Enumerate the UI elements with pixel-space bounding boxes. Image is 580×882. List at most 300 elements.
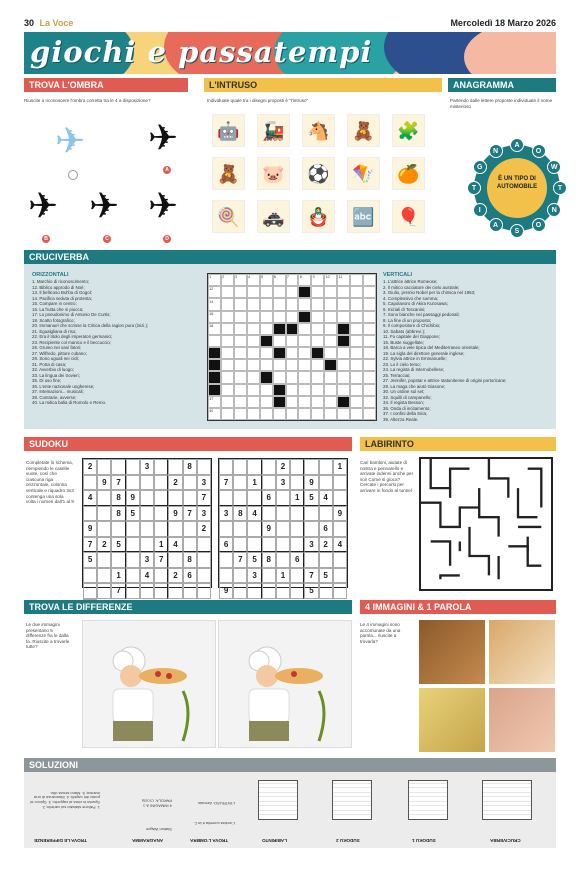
crossword-cell[interactable] [260,298,273,310]
sudoku-cell[interactable]: 1 [247,475,261,491]
sudoku-cell[interactable] [83,583,97,599]
sudoku-cell[interactable]: 9 [219,583,233,599]
crossword-cell[interactable] [311,359,324,371]
sudoku-cell[interactable]: 7 [111,475,125,491]
crossword-cell[interactable] [221,298,234,310]
sudoku-cell[interactable]: 9 [97,475,111,491]
intruso-cell-icon[interactable]: 🚂 [257,114,290,147]
crossword-cell[interactable] [350,323,363,335]
crossword-cell[interactable] [350,298,363,310]
sudoku-cell[interactable] [168,552,182,568]
intruso-cell-icon[interactable]: ⚽ [302,157,335,190]
crossword-cell[interactable]: 9 [311,274,324,286]
crossword-cell[interactable] [273,335,286,347]
crossword-cell[interactable]: 11 [337,274,350,286]
crossword-cell[interactable] [311,286,324,298]
crossword-cell[interactable] [208,347,221,359]
sudoku-cell[interactable] [276,521,290,537]
sudoku-cell[interactable] [290,583,304,599]
sudoku-cell[interactable]: 4 [168,537,182,553]
sudoku-cell[interactable] [183,537,197,553]
crossword-cell[interactable]: 6 [273,274,286,286]
crossword-grid[interactable] [207,273,377,421]
photo-skin[interactable] [489,688,555,752]
sudoku-cell[interactable] [83,506,97,522]
crossword-cell[interactable] [311,371,324,383]
crossword-cell[interactable] [363,274,376,286]
crossword-cell[interactable] [363,286,376,298]
crossword-cell[interactable] [286,335,299,347]
crossword-cell[interactable] [234,347,247,359]
crossword-cell[interactable] [311,384,324,396]
sudoku-cell[interactable]: 7 [111,583,125,599]
crossword-cell[interactable] [350,371,363,383]
crossword-cell[interactable] [208,384,221,396]
photo-cheese[interactable] [419,688,485,752]
crossword-cell[interactable] [221,311,234,323]
crossword-cell[interactable] [260,347,273,359]
crossword-cell[interactable] [247,298,260,310]
sudoku-cell[interactable] [183,521,197,537]
crossword-cell[interactable] [247,384,260,396]
crossword-cell[interactable]: 37 [208,396,221,408]
sudoku-cell[interactable] [154,506,168,522]
crossword-cell[interactable] [298,335,311,347]
crossword-cell[interactable] [337,311,350,323]
sudoku-cell[interactable] [126,459,140,475]
crossword-cell[interactable] [311,335,324,347]
chef-image-left[interactable] [82,620,216,748]
sudoku-cell[interactable] [333,583,347,599]
crossword-cell[interactable] [337,384,350,396]
crossword-cell[interactable] [221,347,234,359]
sudoku-cell[interactable] [262,583,276,599]
sudoku-cell[interactable] [154,568,168,584]
intruso-cell-icon[interactable]: 🧸 [347,114,380,147]
sudoku-cell[interactable] [197,459,211,475]
sudoku-cell[interactable] [290,568,304,584]
intruso-cell-icon[interactable]: 🍭 [212,200,245,233]
crossword-cell[interactable] [260,311,273,323]
crossword-cell[interactable] [247,359,260,371]
sudoku-cell[interactable] [319,475,333,491]
sudoku-cell[interactable] [233,475,247,491]
sudoku-cell[interactable] [219,552,233,568]
sudoku-cell[interactable] [97,568,111,584]
sudoku-cell[interactable]: 2 [168,475,182,491]
crossword-cell[interactable] [324,396,337,408]
crossword-cell[interactable] [234,359,247,371]
crossword-cell[interactable] [298,396,311,408]
crossword-cell[interactable] [260,408,273,420]
crossword-cell[interactable] [350,274,363,286]
sudoku-cell[interactable] [219,490,233,506]
sudoku-cell[interactable] [290,475,304,491]
crossword-cell[interactable] [234,298,247,310]
sudoku-cell[interactable]: 5 [304,583,318,599]
intruso-cell-icon[interactable]: 🍊 [392,157,425,190]
crossword-cell[interactable] [324,323,337,335]
sudoku-cell[interactable]: 5 [111,537,125,553]
crossword-cell[interactable] [363,408,376,420]
crossword-cell[interactable] [350,384,363,396]
sudoku-cell[interactable] [97,459,111,475]
crossword-cell[interactable] [337,371,350,383]
crossword-cell[interactable] [324,384,337,396]
crossword-cell[interactable] [234,384,247,396]
sudoku-cell[interactable] [154,475,168,491]
crossword-cell[interactable]: 5 [260,274,273,286]
sudoku-cell[interactable] [183,475,197,491]
crossword-cell[interactable] [311,298,324,310]
sudoku-cell[interactable] [140,537,154,553]
crossword-cell[interactable] [298,286,311,298]
sudoku-cell[interactable]: 8 [262,552,276,568]
sudoku-cell[interactable]: 3 [219,506,233,522]
crossword-cell[interactable] [311,347,324,359]
sudoku-cell[interactable]: 3 [140,552,154,568]
crossword-cell[interactable] [363,359,376,371]
crossword-cell[interactable] [324,347,337,359]
sudoku-cell[interactable]: 1 [290,490,304,506]
crossword-cell[interactable] [247,347,260,359]
crossword-cell[interactable] [324,298,337,310]
sudoku-cell[interactable]: 8 [111,506,125,522]
sudoku-cell[interactable] [233,537,247,553]
sudoku-cell[interactable] [304,521,318,537]
sudoku-cell[interactable] [126,552,140,568]
sudoku-cell[interactable] [126,537,140,553]
sudoku-cell[interactable] [97,552,111,568]
sudoku-cell[interactable] [168,521,182,537]
sudoku-cell[interactable]: 2 [276,459,290,475]
sudoku-cell[interactable]: 9 [126,490,140,506]
crossword-cell[interactable] [273,396,286,408]
sudoku-cell[interactable] [319,506,333,522]
crossword-cell[interactable] [298,311,311,323]
crossword-cell[interactable]: 2 [221,274,234,286]
sudoku-cell[interactable] [319,583,333,599]
sudoku-cell[interactable] [154,459,168,475]
crossword-cell[interactable] [350,359,363,371]
crossword-cell[interactable] [260,286,273,298]
crossword-cell[interactable] [324,408,337,420]
sudoku-cell[interactable]: 7 [154,552,168,568]
sudoku-cell[interactable] [290,506,304,522]
intruso-cell-icon[interactable]: 🪁 [347,157,380,190]
sudoku-cell[interactable] [197,552,211,568]
intruso-cell-icon[interactable]: 🚓 [257,200,290,233]
crossword-cell[interactable] [337,323,350,335]
crossword-cell[interactable] [221,371,234,383]
sudoku-cell[interactable] [304,459,318,475]
sudoku-grid-2[interactable] [218,458,348,595]
sudoku-cell[interactable]: 7 [183,506,197,522]
sudoku-cell[interactable]: 2 [197,521,211,537]
sudoku-cell[interactable]: 9 [333,506,347,522]
sudoku-cell[interactable]: 6 [219,537,233,553]
crossword-cell[interactable] [260,323,273,335]
crossword-cell[interactable] [363,371,376,383]
crossword-cell[interactable] [298,298,311,310]
sudoku-cell[interactable] [197,537,211,553]
crossword-cell[interactable] [286,298,299,310]
sudoku-cell[interactable] [262,459,276,475]
crossword-cell[interactable] [324,359,337,371]
crossword-cell[interactable]: 18 [208,323,221,335]
intruso-cell-icon[interactable]: 🪆 [302,200,335,233]
sudoku-cell[interactable]: 3 [304,537,318,553]
crossword-cell[interactable] [337,347,350,359]
crossword-cell[interactable] [286,359,299,371]
chef-image-right[interactable] [218,620,352,748]
intruso-cell-icon[interactable]: 🎈 [392,200,425,233]
sudoku-cell[interactable]: 5 [304,490,318,506]
sudoku-cell[interactable] [83,568,97,584]
sudoku-cell[interactable]: 2 [168,568,182,584]
crossword-cell[interactable] [298,384,311,396]
sudoku-cell[interactable] [140,475,154,491]
intruso-cell-icon[interactable]: 🐷 [257,157,290,190]
sudoku-cell[interactable]: 5 [126,506,140,522]
crossword-cell[interactable] [337,396,350,408]
sudoku-cell[interactable] [140,506,154,522]
crossword-cell[interactable] [324,311,337,323]
sudoku-cell[interactable] [183,583,197,599]
crossword-cell[interactable] [260,335,273,347]
sudoku-cell[interactable]: 5 [319,568,333,584]
crossword-cell[interactable] [208,371,221,383]
maze-puzzle[interactable] [419,457,553,591]
sudoku-cell[interactable] [247,459,261,475]
sudoku-cell[interactable] [333,568,347,584]
crossword-cell[interactable] [298,408,311,420]
crossword-cell[interactable] [273,384,286,396]
crossword-cell[interactable]: 10 [324,274,337,286]
crossword-cell[interactable] [363,311,376,323]
crossword-cell[interactable] [273,298,286,310]
crossword-cell[interactable] [234,396,247,408]
sudoku-cell[interactable]: 6 [183,568,197,584]
sudoku-cell[interactable]: 9 [83,521,97,537]
sudoku-cell[interactable] [140,490,154,506]
sudoku-cell[interactable] [154,490,168,506]
sudoku-cell[interactable] [333,552,347,568]
crossword-cell[interactable] [363,384,376,396]
sudoku-cell[interactable] [111,521,125,537]
crossword-cell[interactable] [311,408,324,420]
crossword-cell[interactable] [286,396,299,408]
sudoku-cell[interactable]: 9 [262,521,276,537]
sudoku-cell[interactable]: 7 [219,475,233,491]
crossword-cell[interactable] [273,323,286,335]
sudoku-cell[interactable] [333,490,347,506]
sudoku-cell[interactable]: 3 [276,475,290,491]
crossword-cell[interactable] [286,286,299,298]
sudoku-cell[interactable] [247,537,261,553]
sudoku-cell[interactable]: 8 [233,506,247,522]
crossword-cell[interactable]: 4 [247,274,260,286]
crossword-cell[interactable]: 16 [208,311,221,323]
sudoku-cell[interactable] [290,537,304,553]
crossword-cell[interactable] [298,347,311,359]
intruso-cell-icon[interactable]: 🧩 [392,114,425,147]
crossword-cell[interactable] [221,359,234,371]
sudoku-cell[interactable] [168,490,182,506]
sudoku-cell[interactable]: 6 [262,490,276,506]
sudoku-cell[interactable]: 1 [333,459,347,475]
sudoku-cell[interactable]: 8 [183,459,197,475]
crossword-cell[interactable] [286,384,299,396]
crossword-cell[interactable] [247,396,260,408]
crossword-cell[interactable] [221,384,234,396]
crossword-cell[interactable] [260,396,273,408]
crossword-cell[interactable] [337,408,350,420]
sudoku-cell[interactable]: 4 [319,490,333,506]
crossword-cell[interactable] [337,335,350,347]
sudoku-cell[interactable] [111,459,125,475]
crossword-cell[interactable] [208,335,221,347]
sudoku-cell[interactable] [97,583,111,599]
crossword-cell[interactable] [286,323,299,335]
crossword-cell[interactable] [350,311,363,323]
sudoku-cell[interactable] [233,521,247,537]
intruso-cell-icon[interactable]: 🤖 [212,114,245,147]
crossword-cell[interactable]: 7 [286,274,299,286]
sudoku-cell[interactable] [304,506,318,522]
crossword-cell[interactable] [311,396,324,408]
crossword-cell[interactable] [260,359,273,371]
sudoku-cell[interactable] [126,583,140,599]
sudoku-cell[interactable] [219,459,233,475]
crossword-cell[interactable] [298,323,311,335]
intruso-cell-icon[interactable]: 🧸 [212,157,245,190]
sudoku-cell[interactable] [262,568,276,584]
crossword-cell[interactable] [221,323,234,335]
sudoku-cell[interactable]: 1 [154,537,168,553]
crossword-cell[interactable] [234,371,247,383]
crossword-cell[interactable] [324,335,337,347]
sudoku-cell[interactable]: 3 [247,568,261,584]
sudoku-cell[interactable] [276,506,290,522]
sudoku-cell[interactable] [126,568,140,584]
crossword-cell[interactable] [260,384,273,396]
sudoku-cell[interactable]: 4 [140,568,154,584]
sudoku-cell[interactable]: 2 [97,537,111,553]
sudoku-cell[interactable] [333,475,347,491]
sudoku-cell[interactable]: 6 [290,552,304,568]
crossword-cell[interactable] [324,371,337,383]
crossword-cell[interactable] [337,298,350,310]
sudoku-cell[interactable] [247,583,261,599]
sudoku-cell[interactable] [233,459,247,475]
crossword-cell[interactable] [247,311,260,323]
sudoku-cell[interactable] [276,552,290,568]
photo-bread[interactable] [419,620,485,684]
sudoku-cell[interactable] [197,583,211,599]
crossword-cell[interactable]: 8 [298,274,311,286]
sudoku-cell[interactable] [197,568,211,584]
sudoku-cell[interactable] [183,490,197,506]
crossword-cell[interactable] [234,323,247,335]
sudoku-cell[interactable] [276,490,290,506]
sudoku-cell[interactable]: 8 [183,552,197,568]
sudoku-cell[interactable] [140,521,154,537]
sudoku-cell[interactable] [276,537,290,553]
crossword-cell[interactable] [247,371,260,383]
sudoku-cell[interactable] [97,506,111,522]
crossword-cell[interactable] [337,359,350,371]
sudoku-cell[interactable] [154,583,168,599]
crossword-cell[interactable] [350,286,363,298]
sudoku-cell[interactable]: 9 [168,506,182,522]
sudoku-cell[interactable] [247,490,261,506]
sudoku-cell[interactable]: 3 [197,475,211,491]
crossword-cell[interactable] [286,347,299,359]
sudoku-cell[interactable]: 9 [304,475,318,491]
sudoku-cell[interactable] [262,537,276,553]
crossword-cell[interactable] [221,396,234,408]
sudoku-cell[interactable] [168,583,182,599]
crossword-cell[interactable] [221,286,234,298]
sudoku-cell[interactable] [233,583,247,599]
sudoku-cell[interactable]: 8 [111,490,125,506]
sudoku-cell[interactable] [111,552,125,568]
sudoku-cell[interactable]: 2 [83,459,97,475]
sudoku-cell[interactable]: 3 [140,459,154,475]
sudoku-cell[interactable]: 4 [333,537,347,553]
sudoku-cell[interactable]: 2 [319,537,333,553]
crossword-cell[interactable] [311,311,324,323]
crossword-cell[interactable]: 40 [208,408,221,420]
sudoku-cell[interactable]: 7 [83,537,97,553]
sudoku-cell[interactable] [304,552,318,568]
sudoku-cell[interactable]: 5 [83,552,97,568]
crossword-cell[interactable] [273,311,286,323]
sudoku-cell[interactable] [97,521,111,537]
sudoku-cell[interactable]: 1 [111,568,125,584]
crossword-cell[interactable] [234,286,247,298]
sudoku-cell[interactable] [290,459,304,475]
crossword-cell[interactable] [363,396,376,408]
crossword-cell[interactable] [208,359,221,371]
intruso-cell-icon[interactable]: 🔤 [347,200,380,233]
crossword-cell[interactable] [221,335,234,347]
crossword-cell[interactable]: 1 [208,274,221,286]
crossword-cell[interactable] [363,347,376,359]
sudoku-cell[interactable] [126,475,140,491]
sudoku-cell[interactable]: 7 [197,490,211,506]
crossword-cell[interactable] [273,408,286,420]
crossword-cell[interactable] [234,408,247,420]
sudoku-cell[interactable] [233,568,247,584]
crossword-cell[interactable] [273,286,286,298]
photo-pie[interactable] [489,620,555,684]
sudoku-cell[interactable] [319,552,333,568]
crossword-cell[interactable] [260,371,273,383]
crossword-cell[interactable] [350,347,363,359]
sudoku-cell[interactable] [247,521,261,537]
crossword-cell[interactable] [324,286,337,298]
sudoku-cell[interactable] [276,583,290,599]
sudoku-cell[interactable] [126,521,140,537]
sudoku-cell[interactable]: 5 [247,552,261,568]
crossword-cell[interactable] [311,323,324,335]
crossword-cell[interactable] [247,335,260,347]
crossword-cell[interactable] [234,335,247,347]
sudoku-cell[interactable] [262,475,276,491]
crossword-cell[interactable] [363,298,376,310]
